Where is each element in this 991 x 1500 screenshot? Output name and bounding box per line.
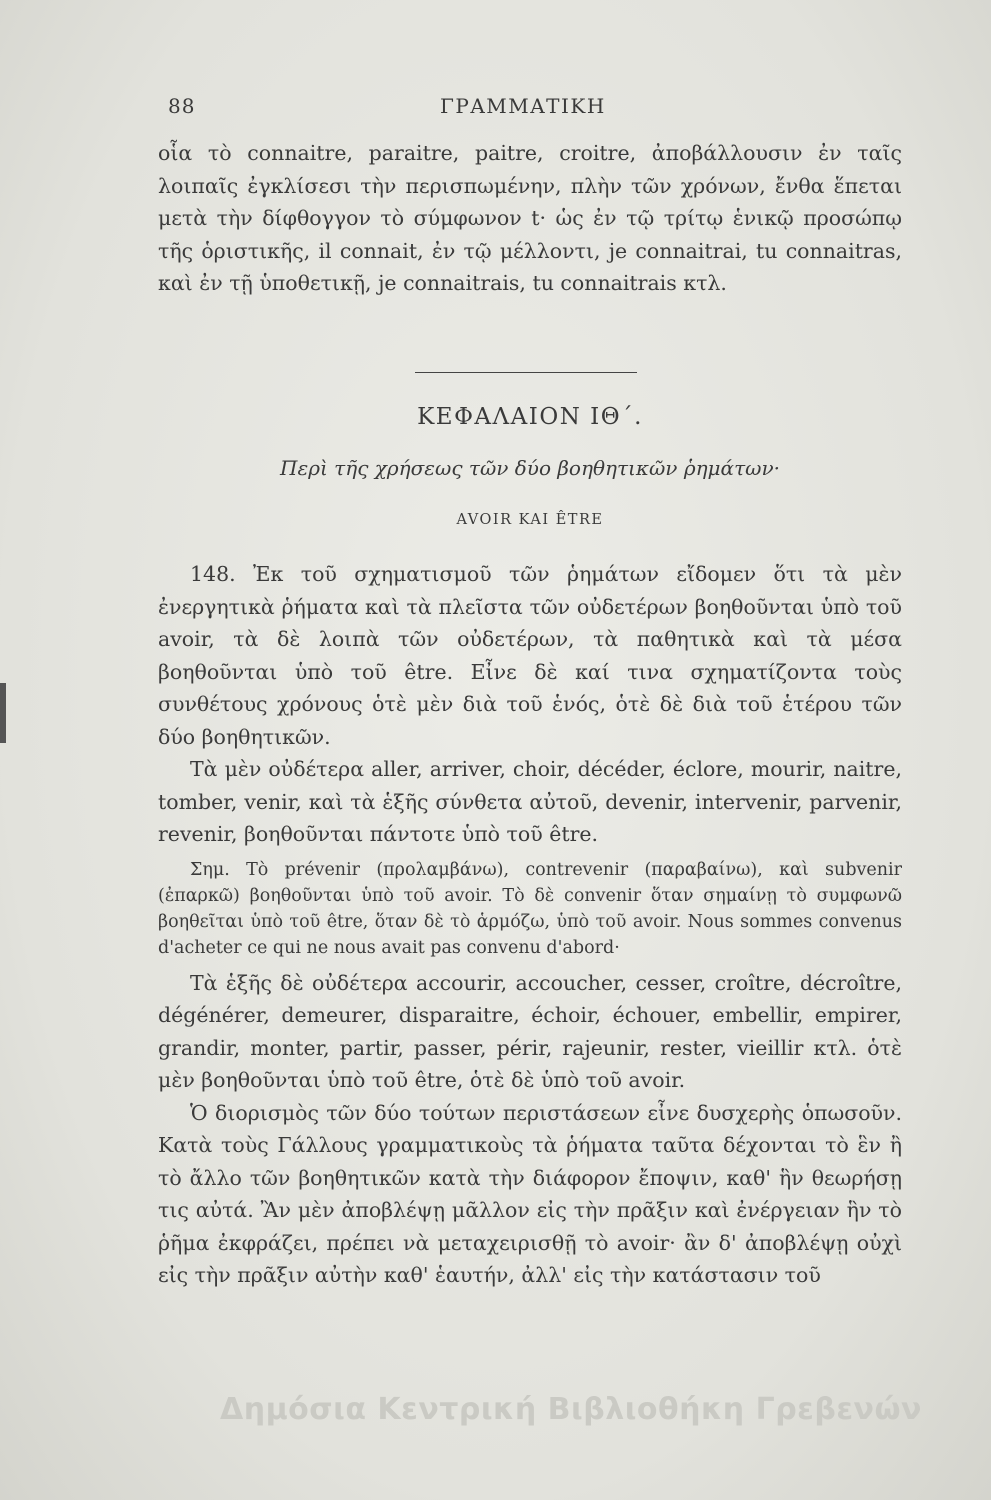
- page-header: [168, 94, 908, 124]
- chapter-caption: AVOIR KAI ÊTRE: [456, 512, 604, 528]
- paragraph-neuter-verbs: Τὰ μὲν οὐδέτερα aller, arriver, choir, décéder, éclore, mourir, naitre, tomber, venir, καὶ τὰ ἑξῆς σύνθετα αὐτοῦ, devenir, intervenir, parvenir, revenir, βοηθοῦνται πάντοτε ὑπὸ τοῦ être.: [158, 757, 902, 846]
- running-title: ΓΡΑΜΜΑΤΙΚΗ: [440, 94, 606, 118]
- library-watermark: Δημόσια Κεντρική Βιβλιοθήκη Γρεβενών: [220, 1392, 922, 1427]
- paragraph-distinction: Ὁ διορισμὸς τῶν δύο τούτων περιστάσεων εἶνε δυσχερὴς ὁπωσοῦν. Κατὰ τοὺς Γάλλους γραμματικοὺς τὰ ῥήματα ταῦτα δέχονται τὸ ἓν ἢ τὸ ἄλλο τῶν βοηθητικῶν κατὰ τὴν διάφορον ἔποψιν, καθ' ἣν θεωρήσῃ τις αὐτά. Ἂν μὲν ἀποβλέψῃ μᾶλλον εἰς τὴν πρᾶξιν καὶ ἐνέργειαν ἣν τὸ ῥῆμα ἐκφράζει, πρέπει νὰ μεταχειρισθῇ τὸ avoir· ἂν δ' ἀποβλέψῃ οὐχὶ εἰς τὴν πρᾶξιν αὐτὴν καθ' ἑαυτήν, ἀλλ' εἰς τὴν κατάστασιν τοῦ: [158, 1100, 902, 1287]
- note-paragraph: Σημ. Τὸ prévenir (προλαμβάνω), contrevenir (παραβαίνω), καὶ subvenir (ἐπαρκῶ) βοηθοῦνται ὑπὸ τοῦ avoir. Τὸ δὲ convenir ὅταν σημαίνῃ τὸ συμφωνῶ βοηθεῖται ὑπὸ τοῦ être, ὅταν δὲ τὸ ἁρμόζω, ὑπὸ τοῦ avoir. Nous sommes convenus d'acheter ce qui ne nous avait pas convenu d'abord·: [158, 859, 902, 958]
- chapter-subtitle: Περὶ τῆς χρήσεως τῶν δύο βοηθητικῶν ῥημάτων·: [280, 456, 780, 480]
- intro-text: οἷα τὸ connaitre, paraitre, paitre, croitre, ἀποβάλλουσιν ἐν ταῖς λοιπαῖς ἐγκλίσεσι τὴν περισπωμένην, πλὴν τῶν χρόνων, ἔνθα ἕπεται μετὰ τὴν δίφθογγον τὸ σύμφωνον t· ὡς ἐν τῷ τρίτῳ ἑνικῷ προσώπῳ τῆς ὁριστικῆς, il connait, ἐν τῷ μέλλοντι, je connaitrai, tu connaitras, καὶ ἐν τῇ ὑποθετικῇ, je connaitrais, tu connaitrais κτλ.: [158, 141, 902, 295]
- page-number: 88: [168, 94, 196, 118]
- section-divider: [415, 372, 637, 373]
- paragraph-following-verbs: Τὰ ἑξῆς δὲ οὐδέτερα accourir, accoucher, cesser, croître, décroître, dégénérer, demeurer, disparaitre, échoir, échouer, embellir, empirer, grandir, monter, partir, passer, périr, rajeunir, rester, vieillir κτλ. ὁτὲ μὲν βοηθοῦνται ὑπὸ τοῦ être, ὁτὲ δὲ ὑπὸ τοῦ avoir.: [158, 970, 902, 1092]
- body-text: [158, 558, 902, 1292]
- binding-edge-mark: [0, 683, 6, 743]
- chapter-title: ΚΕΦΑΛΑΙΟΝ ΙΘ΄.: [417, 404, 643, 430]
- intro-paragraph: [158, 137, 902, 300]
- paragraph-148: 148. Ἐκ τοῦ σχηματισμοῦ τῶν ῥημάτων εἴδομεν ὅτι τὰ μὲν ἐνεργητικὰ ῥήματα καὶ τὰ πλεῖστα τῶν οὐδετέρων βοηθοῦνται ὑπὸ τοῦ avoir, τὰ δὲ λοιπὰ τῶν οὐδετέρων, τὰ παθητικὰ καὶ τὰ μέσα βοηθοῦνται ὑπὸ τοῦ être. Εἶνε δὲ καί τινα σχηματίζοντα τοὺς συνθέτους χρόνους ὁτὲ μὲν διὰ τοῦ ἑνός, ὁτὲ δὲ διὰ τοῦ ἑτέρου τῶν δύο βοηθητικῶν.: [158, 562, 902, 749]
